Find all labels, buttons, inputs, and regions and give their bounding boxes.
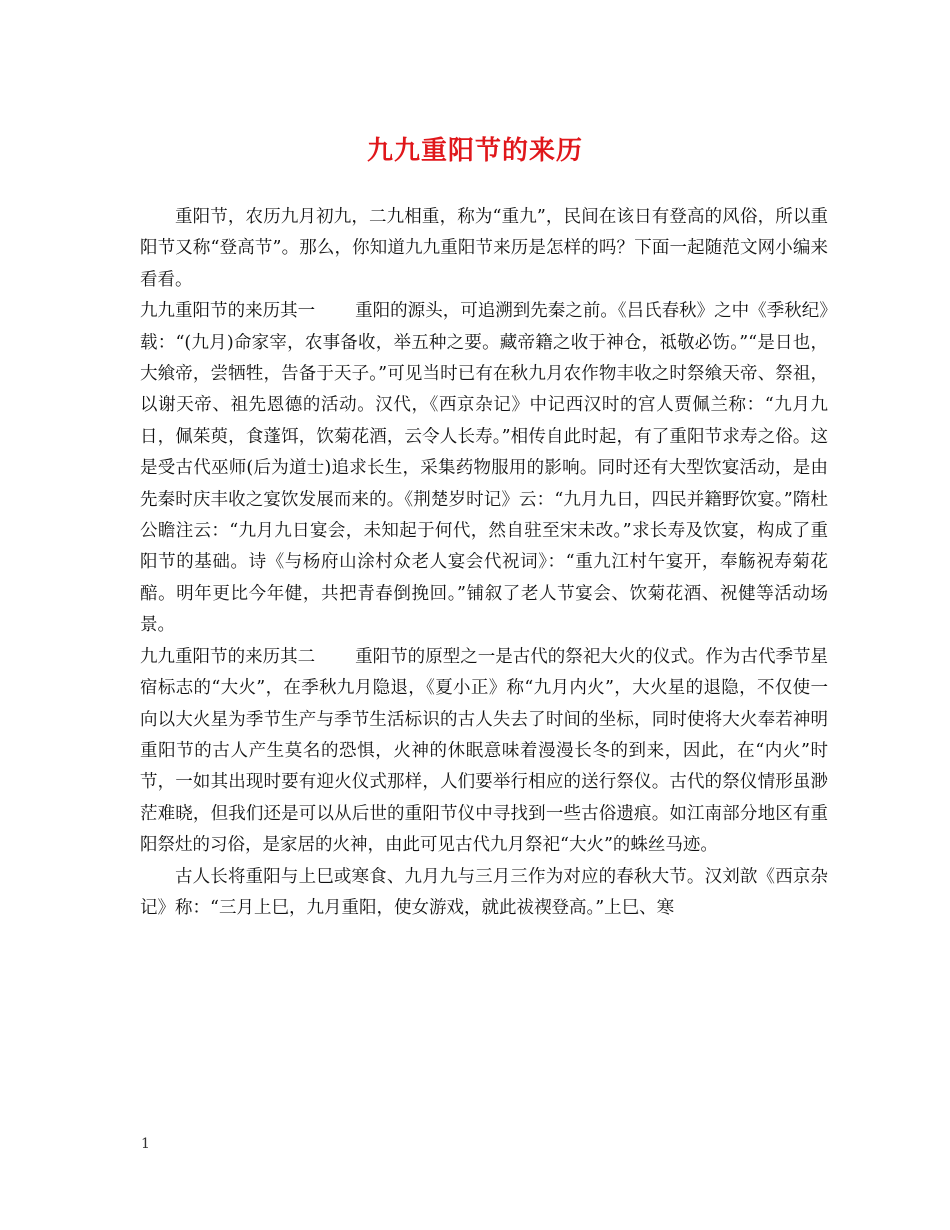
section-1-heading: 九九重阳节的来历其一 [140,301,316,322]
section-2-heading: 九九重阳节的来历其二 [140,646,316,667]
paragraph-3: 古人长将重阳与上巳或寒食、九月九与三月三作为对应的春秋大节。汉刘歆《西京杂记》称：“三月上巳，九月重阳，使女游戏，就此祓禊登高。”上巳、寒 [140,866,828,918]
page-number: 1 [141,1136,150,1152]
section-1-text: 重阳的源头，可追溯到先秦之前。《吕氏春秋》之中《季秋纪》载：“(九月)命家宰，农事备收，举五种之要。藏帝籍之收于神仓，祗敬必饬。”“是日也，大飨帝，尝牺牲，告备于天子。”可见当时已有在秋九月农作物丰收之时祭飨天帝、祭祖，以谢天帝、祖先恩德的活动。汉代，《西京杂记》中记西汉时的宫人贾佩兰称：“九月九日，佩茱萸，食蓬饵，饮菊花酒，云令人长寿。”相传自此时起，有了重阳节求寿之俗。这是受古代巫师(后为道士)追求长生，采集药物服用的影响。同时还有大型饮宴活动，是由先秦时庆丰收之宴饮发展而来的。《荆楚岁时记》云：“九月九日，四民并籍野饮宴。”隋杜公瞻注云：“九月九日宴会，未知起于何代，然自驻至宋未改。”求长寿及饮宴，构成了重阳节的基础。诗《与杨府山涂村众老人宴会代祝词》：“重九江村午宴开，奉觞祝寿菊花醅。明年更比今年健，共把青春倒挽回。”铺叙了老人节宴会、饮菊花酒、祝健等活动场景。 [140,301,829,636]
section-2-text: 重阳节的原型之一是古代的祭祀大火的仪式。作为古代季节星宿标志的“大火”，在季秋九月隐退，《夏小正》称“九月内火”，大火星的退隐，不仅使一向以大火星为季节生产与季节生活标识的古人失去了时间的坐标，同时使将大火奉若神明重阳节的古人产生莫名的恐惧，火神的休眠意味着漫漫长冬的到来，因此，在“内火”时节，一如其出现时要有迎火仪式那样，人们要举行相应的送行祭仪。古代的祭仪情形虽渺茫难晓，但我们还是可以从后世的重阳节仪中寻找到一些古俗遗痕。如江南部分地区有重阳祭灶的习俗，是家居的火神，由此可见古代九月祭祀“大火”的蛛丝马迹。 [140,646,828,856]
section-2-paragraph [140,642,828,862]
document-body [140,202,828,924]
document-title: 九九重阳节的来历 [366,136,583,166]
intro-paragraph: 重阳节，农历九月初九，二九相重，称为“重九”，民间在该日有登高的风俗，所以重阳节又称“登高节”。那么，你知道九九重阳节来历是怎样的吗？下面一起随范文网小编来看看。 [140,207,828,290]
section-1-paragraph [140,296,828,641]
